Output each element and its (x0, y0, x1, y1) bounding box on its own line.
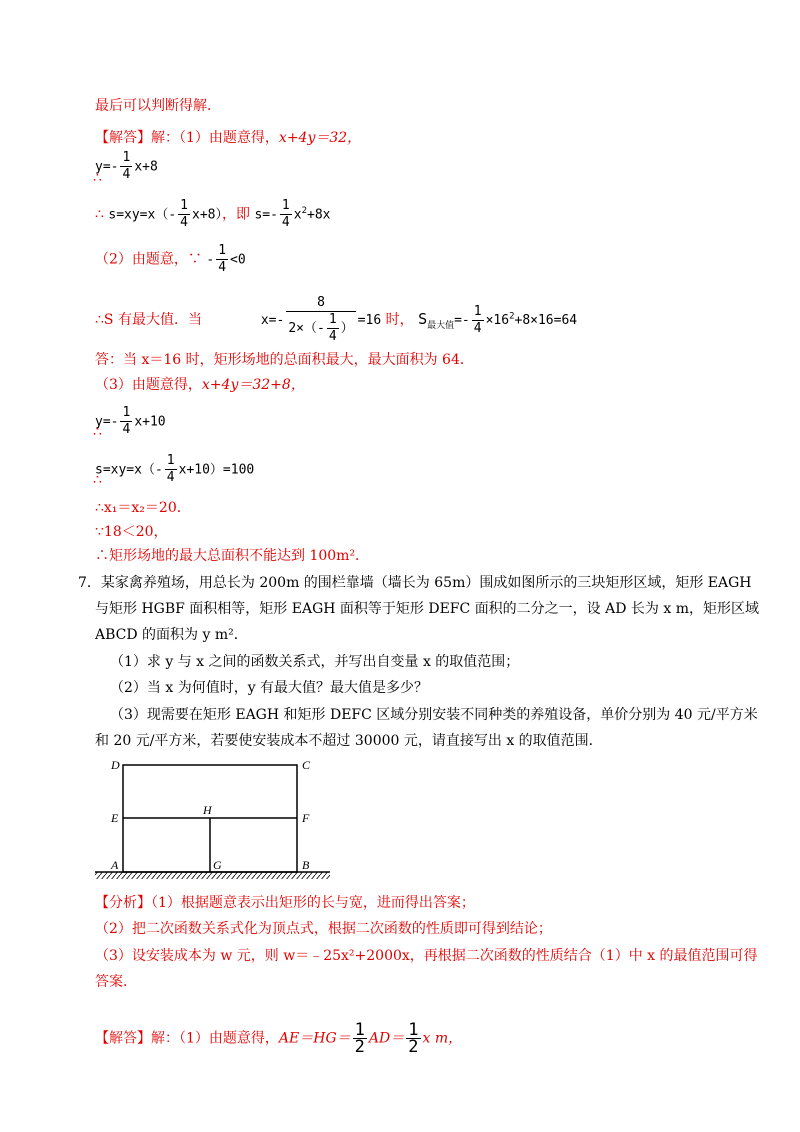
fraction-quarter (120, 405, 132, 438)
max-statement: ∴S 有最大值．当 (95, 312, 202, 328)
fraction-quarter (327, 312, 339, 345)
equation-constraint: x+4y＝32， (278, 130, 362, 146)
answer-eq-suffix: x m， (422, 1030, 463, 1047)
label-C: C (302, 758, 311, 772)
fraction-quarter (165, 453, 177, 486)
s-eq-prefix: =- (454, 313, 470, 328)
frac-num: 1 (408, 1020, 419, 1040)
frac-den: 4 (473, 320, 482, 336)
frac-num: 1 (180, 198, 188, 213)
frac-num: 1 (328, 312, 337, 327)
solution-line-7 (95, 405, 166, 438)
solution-tag: 【解答】 (95, 130, 151, 146)
compare-line: ∵18＜20， (95, 524, 168, 540)
analysis-1: （1）根据题意表示出矩形的长与宽，进而得出答案； (151, 895, 475, 911)
den-suffix: ） (340, 321, 354, 336)
answer-eq-mid: AD＝ (368, 1030, 405, 1047)
fraction-quarter (216, 243, 228, 276)
eq-x-suffix: =16 (357, 313, 382, 328)
label-D: D (111, 758, 120, 772)
frac-den (286, 312, 355, 345)
frac-den: 2 (408, 1037, 419, 1057)
conclusion-line: ∴矩形场地的最大总面积不能达到 100m²． (95, 548, 370, 564)
eq-y2-suffix: x+10 (134, 414, 166, 430)
eq-neg: - (206, 252, 215, 268)
den-prefix: 2×（- (288, 321, 325, 336)
solution-line-6 (95, 375, 305, 395)
frac-num: 1 (218, 243, 227, 258)
label-E: E (111, 811, 119, 825)
fraction-quarter (120, 150, 132, 183)
fence-diagram (95, 755, 335, 885)
problem-line-3: ABCD 的面积为 y m²． (95, 627, 248, 643)
problem-line-2: 与矩形 HGBF 面积相等，矩形 EAGH 面积等于矩形 DEFC 面积的二分之一，设 AD 长为 x m，矩形区域 (95, 601, 759, 617)
solution-line-2 (95, 150, 158, 183)
fraction-quarter (178, 198, 190, 231)
exponent: 2 (301, 205, 307, 216)
eq-s2-prefix: s=- (254, 207, 278, 223)
question-2: （2）当 x 为何值时，y 有最大值？最大值是多少？ (110, 680, 429, 696)
frac-den: 4 (166, 470, 175, 485)
frac-num: 8 (286, 295, 355, 312)
label-A: A (111, 858, 119, 872)
analysis-line-3: （3）设安装成本为 w 元，则 w＝﹣25x²+2000x，再根据二次函数的性质结合（1）中 x 的最值范围可得 (95, 948, 758, 964)
problem-line-1: 7．某家禽养殖场，用总长为 200m 的围栏靠墙（墙长为 65m）围成如图所示的三块矩形区域，矩形 EAGH (78, 575, 752, 591)
frac-num: 1 (354, 1020, 365, 1040)
solution-line-5 (95, 295, 577, 345)
frac-den: 4 (281, 215, 290, 230)
exponent: 2 (509, 311, 515, 322)
answer-line (95, 1022, 462, 1055)
fraction-quarter (472, 304, 484, 337)
solution-line-8 (95, 453, 254, 486)
roots-line: ∴x₁＝x₂＝20． (95, 500, 191, 516)
frac-num: 1 (281, 198, 290, 213)
equation-constraint-2: x+4y＝32+8， (201, 377, 305, 393)
frac-den: 2 (354, 1037, 365, 1057)
solution-line-3 (95, 198, 330, 231)
fraction-quarter (280, 198, 292, 231)
label-H: H (203, 803, 212, 817)
question-3b: 和 20 元/平方米，若要使安装成本不超过 30000 元，请直接写出 x 的取值范围． (95, 733, 603, 749)
question-3a: （3）现需要在矩形 EAGH 和矩形 DEFC 区域分别安装不同种类的养殖设备，单价分别为 40 元/平方米 (110, 707, 758, 723)
when-text: 时， (385, 312, 414, 328)
label-B: B (302, 858, 310, 872)
eq-x-prefix: x=- (260, 313, 285, 328)
fraction-half (406, 1022, 420, 1055)
frac-num: 1 (166, 453, 175, 468)
analysis-line-1 (95, 893, 475, 913)
eq-s-prefix: s=xy=x（- (108, 207, 177, 223)
analysis-line-4: 答案． (95, 974, 137, 990)
answer-part2: 答：当 x＝16 时，矩形场地的总面积最大，最大面积为 64． (95, 352, 474, 368)
frac-den: 4 (180, 215, 188, 230)
s-eq-tail: +8×16=64 (514, 313, 578, 328)
answer-tag: 【解答】 (95, 1030, 151, 1047)
frac-num: 1 (122, 405, 131, 420)
conjunction: ，即 (221, 206, 250, 223)
frac-den: 4 (122, 167, 131, 182)
frac-num: 1 (122, 150, 131, 165)
eq-s3-suffix: x+10）=100 (178, 462, 255, 478)
eq-lt-zero: <0 (230, 252, 246, 268)
eq-s3-prefix: s=xy=x（- (95, 462, 163, 478)
s-eq-mid: ×16 (485, 313, 510, 328)
eq-s2-tail: +8x (307, 207, 331, 223)
analysis-tag: 【分析】 (95, 895, 151, 911)
label-G: G (213, 858, 222, 872)
eq-y-suffix: x+8 (134, 159, 158, 175)
label-F: F (302, 811, 310, 825)
frac-den: 4 (218, 260, 227, 275)
question-1: （1）求 y 与 x 之间的函数关系式，并写出自变量 x 的取值范围； (110, 654, 520, 670)
frac-den: 4 (122, 422, 131, 437)
answer-eq-prefix: AE＝HG＝ (278, 1030, 351, 1047)
fraction-half (353, 1022, 367, 1055)
solution-line-4 (95, 243, 246, 276)
eq-s-suffix: x+8） (192, 207, 222, 223)
part2-intro: （2）由题意，∵ (95, 251, 202, 268)
eq-y-prefix: y=- (95, 159, 119, 175)
s-subscript: 最大值 (427, 320, 455, 331)
frac-num: 1 (473, 303, 482, 319)
therefore-symbol: ∴ (93, 170, 102, 186)
therefore-symbol: ∴ (93, 472, 102, 488)
part3-intro: （3）由题意得， (95, 377, 202, 393)
s-symbol: S (418, 310, 428, 328)
solution-line-1 (95, 128, 361, 148)
answer-intro: 解：（1）由题意得， (151, 1030, 279, 1047)
solution-intro: 解：（1）由题意得， (151, 130, 279, 146)
frac-den: 4 (328, 329, 337, 344)
analysis-tail: 最后可以判断得解． (95, 98, 221, 114)
therefore-symbol: ∴ (95, 206, 104, 223)
eq-s2-var: x (293, 207, 302, 223)
fraction-vertex (286, 295, 355, 345)
eq-y2-prefix: y=- (95, 414, 119, 430)
analysis-line-2: （2）把二次函数关系式化为顶点式，根据二次函数的性质即可得到结论； (95, 921, 552, 937)
therefore-symbol: ∴ (93, 424, 102, 440)
wall-hatch (95, 872, 330, 879)
